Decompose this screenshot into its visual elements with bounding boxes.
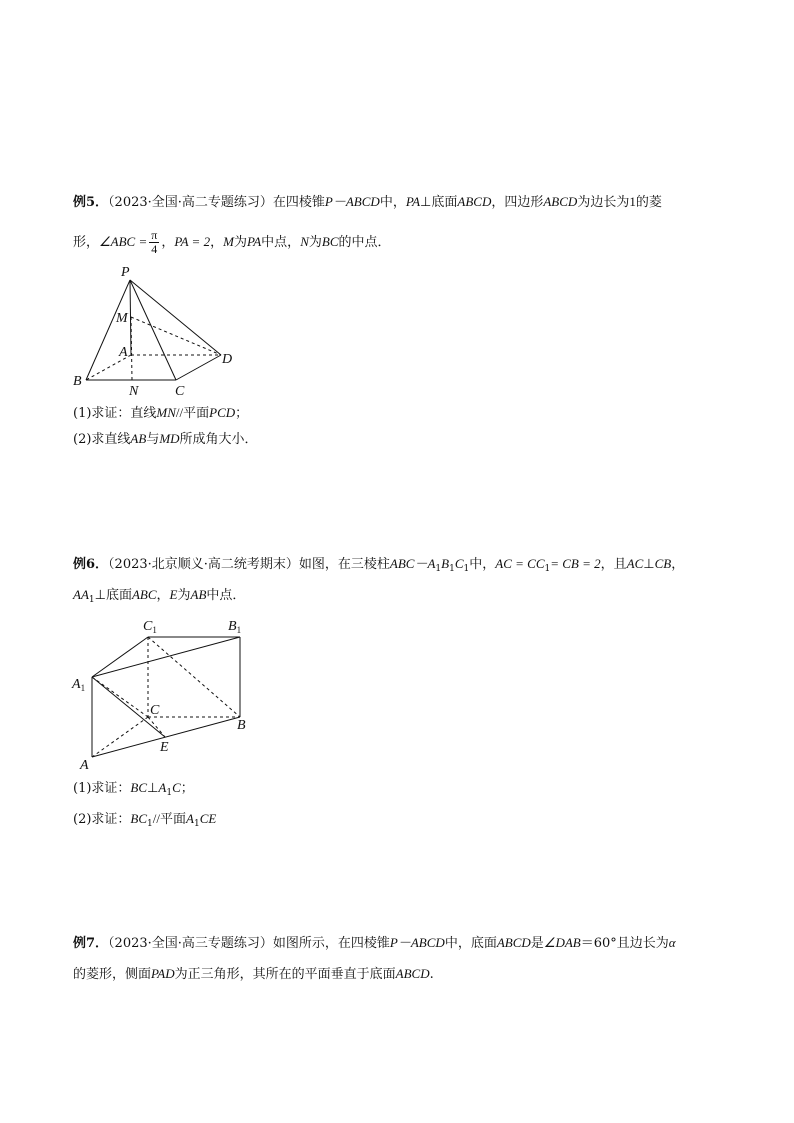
math-prism: ABC－A <box>389 556 436 571</box>
subscript: 1 <box>449 564 455 574</box>
ex5-question-1 <box>73 404 248 423</box>
ex6-prism-figure <box>65 610 265 773</box>
ex6-label: 例6． <box>73 557 109 572</box>
text: 为 <box>308 235 322 250</box>
text: 形， <box>73 235 100 250</box>
segment-md <box>131 317 221 355</box>
subscript: 1 <box>147 819 153 829</box>
text: ， <box>210 235 224 250</box>
text: 如图，在三棱柱 <box>298 557 390 572</box>
text: ＝60°且边长为 <box>580 936 669 951</box>
text: 底面 <box>431 195 458 210</box>
frac-num: π <box>151 228 158 242</box>
math-n: N <box>300 234 309 249</box>
text: ； <box>235 406 249 421</box>
text: 为 <box>177 588 191 603</box>
text: (2)求直线 <box>73 432 131 447</box>
frac-den: 4 <box>151 242 158 256</box>
math-cb: CB <box>654 556 672 571</box>
label-b: B <box>73 374 82 389</box>
math-perp: ⊥ <box>643 556 655 571</box>
math-parallel: // <box>152 811 161 826</box>
math-pa: PA <box>405 194 421 209</box>
ex6-question-2 <box>73 810 216 833</box>
math-ab: AB <box>190 587 207 602</box>
text: 如图所示，在四棱锥 <box>272 936 390 951</box>
math-ab: AB <box>130 431 147 446</box>
math-ce: CE <box>199 811 217 826</box>
ex6-line-2 <box>73 586 245 609</box>
label-m: M <box>116 311 128 326</box>
text: 中， <box>469 557 496 572</box>
label-n: N <box>129 384 139 399</box>
math-abc: ABC <box>131 587 157 602</box>
text: 中，底面 <box>444 936 497 951</box>
math-pcd: PCD <box>209 405 236 420</box>
text: 中， <box>379 195 406 210</box>
text: ，四边形 <box>491 195 544 210</box>
segment-ce <box>148 717 165 737</box>
math-angle: ∠ABC = <box>99 234 148 249</box>
subscript: 1 <box>193 819 200 829</box>
ex5-question-2 <box>73 430 258 449</box>
math-pad: PAD <box>151 966 175 981</box>
text: 所成角大小． <box>179 432 258 447</box>
subscript: 1 <box>166 788 173 798</box>
math-bc: BC <box>321 234 339 249</box>
edge-a1c1 <box>92 637 148 677</box>
math-bc: BC <box>130 780 148 795</box>
label-p: P <box>121 265 130 280</box>
math-quad: ABCD <box>543 194 578 209</box>
math-base: ABCD <box>496 935 531 950</box>
math-angle: ∠DAB <box>543 935 581 950</box>
text: ， <box>161 235 175 250</box>
ex7-label: 例7． <box>73 936 109 951</box>
math-ac-cc1: AC = CC <box>495 556 545 571</box>
ex7-line-2 <box>73 965 434 984</box>
segment-a1c <box>92 677 148 717</box>
ex5-line-1 <box>73 193 662 212</box>
subscript: 1 <box>88 595 95 605</box>
math-pa: PA <box>246 234 262 249</box>
math-cb-eq: = CB = 2 <box>550 556 601 571</box>
math-one: 1 <box>629 194 636 209</box>
ex7-source: （2023·全国·高三专题练习） <box>108 936 273 951</box>
math-e: E <box>169 587 178 602</box>
fraction-pi-over-4 <box>149 229 159 256</box>
segment-mn <box>131 317 132 380</box>
ex6-source: （2023·北京顺义·高二统考期末） <box>108 557 299 572</box>
math-pyramid: P－ABCD <box>324 194 380 209</box>
text: ， <box>671 557 685 572</box>
text: ， <box>156 588 170 603</box>
subscript: 1 <box>435 564 442 574</box>
label-b1: $B_1$ <box>228 619 242 635</box>
math-c: C <box>172 780 181 795</box>
edge-cd <box>176 355 221 380</box>
math-a: A <box>158 780 167 795</box>
text: 为 <box>233 235 247 250</box>
math-bc: BC <box>130 811 148 826</box>
ex6-line-1: 例6．（2023·北京顺义·高二统考期末）如图，在三棱柱$ABC-A_1B_1C_1$中，AC = $CC_1=$ CB = 2，且AC⊥CB， <box>73 556 685 574</box>
label-d: D <box>222 352 233 367</box>
text: (2)求证： <box>73 812 131 827</box>
text: 平面 <box>183 406 210 421</box>
label-b: B <box>237 718 246 733</box>
edge-a1b1 <box>92 637 240 677</box>
text: (1)求证：直线 <box>73 406 157 421</box>
math-pyramid: P－ABCD <box>389 935 445 950</box>
math-m: M <box>223 234 234 249</box>
math-parallel: // <box>175 405 184 420</box>
ex6-question-1 <box>73 779 194 802</box>
label-c1: $C_1$ <box>143 619 157 635</box>
label-a: A <box>80 758 89 773</box>
text: 底面 <box>105 588 132 603</box>
math-base: ABCD <box>395 966 430 981</box>
edge-pc <box>130 280 176 380</box>
edge-pd <box>130 280 221 355</box>
math-ac: AC <box>626 556 644 571</box>
text: 中点． <box>206 588 246 603</box>
text: 中点， <box>261 235 301 250</box>
math-aa1: AA <box>73 587 89 602</box>
text: 与 <box>146 432 160 447</box>
ex5-source: （2023·全国·高二专题练习） <box>108 195 273 210</box>
ex5-line-2 <box>73 229 391 256</box>
text: ，且 <box>600 557 627 572</box>
ex7-line-1 <box>73 934 676 953</box>
ex5-label: 例5． <box>73 195 109 210</box>
label-e: E <box>160 740 169 755</box>
text: 的菱形，侧面 <box>73 967 152 982</box>
text: 在四棱锥 <box>272 195 325 210</box>
math-perp: ⊥ <box>94 587 106 602</box>
label-c: C <box>175 384 185 399</box>
math-md: MD <box>159 431 180 446</box>
label-a1: $A_1$ <box>72 677 86 693</box>
text: (1)求证： <box>73 781 131 796</box>
text: 的中点． <box>338 235 391 250</box>
text: 是 <box>530 936 544 951</box>
text: ； <box>180 781 194 796</box>
math-pa-eq: PA = 2 <box>174 234 211 249</box>
text: 为正三角形，其所在的平面垂直于底面 <box>174 967 396 982</box>
label-a: A <box>119 345 128 360</box>
ex5-pyramid-figure <box>70 262 250 398</box>
subscript: 1 <box>544 564 551 574</box>
math-side-a: α <box>668 935 676 950</box>
subscript: 1 <box>463 564 470 574</box>
text: 的菱 <box>635 195 662 210</box>
math-perp: ⊥ <box>147 780 159 795</box>
edge-ca <box>92 717 148 757</box>
text: 平面 <box>160 812 187 827</box>
math-mn: MN <box>156 405 176 420</box>
math-perp: ⊥ <box>420 194 432 209</box>
text: 为边长为 <box>577 195 630 210</box>
label-c: C <box>150 703 160 718</box>
math-base: ABCD <box>457 194 492 209</box>
math-a: A <box>186 811 194 826</box>
text: . <box>429 967 434 982</box>
edge-pb <box>86 280 130 380</box>
